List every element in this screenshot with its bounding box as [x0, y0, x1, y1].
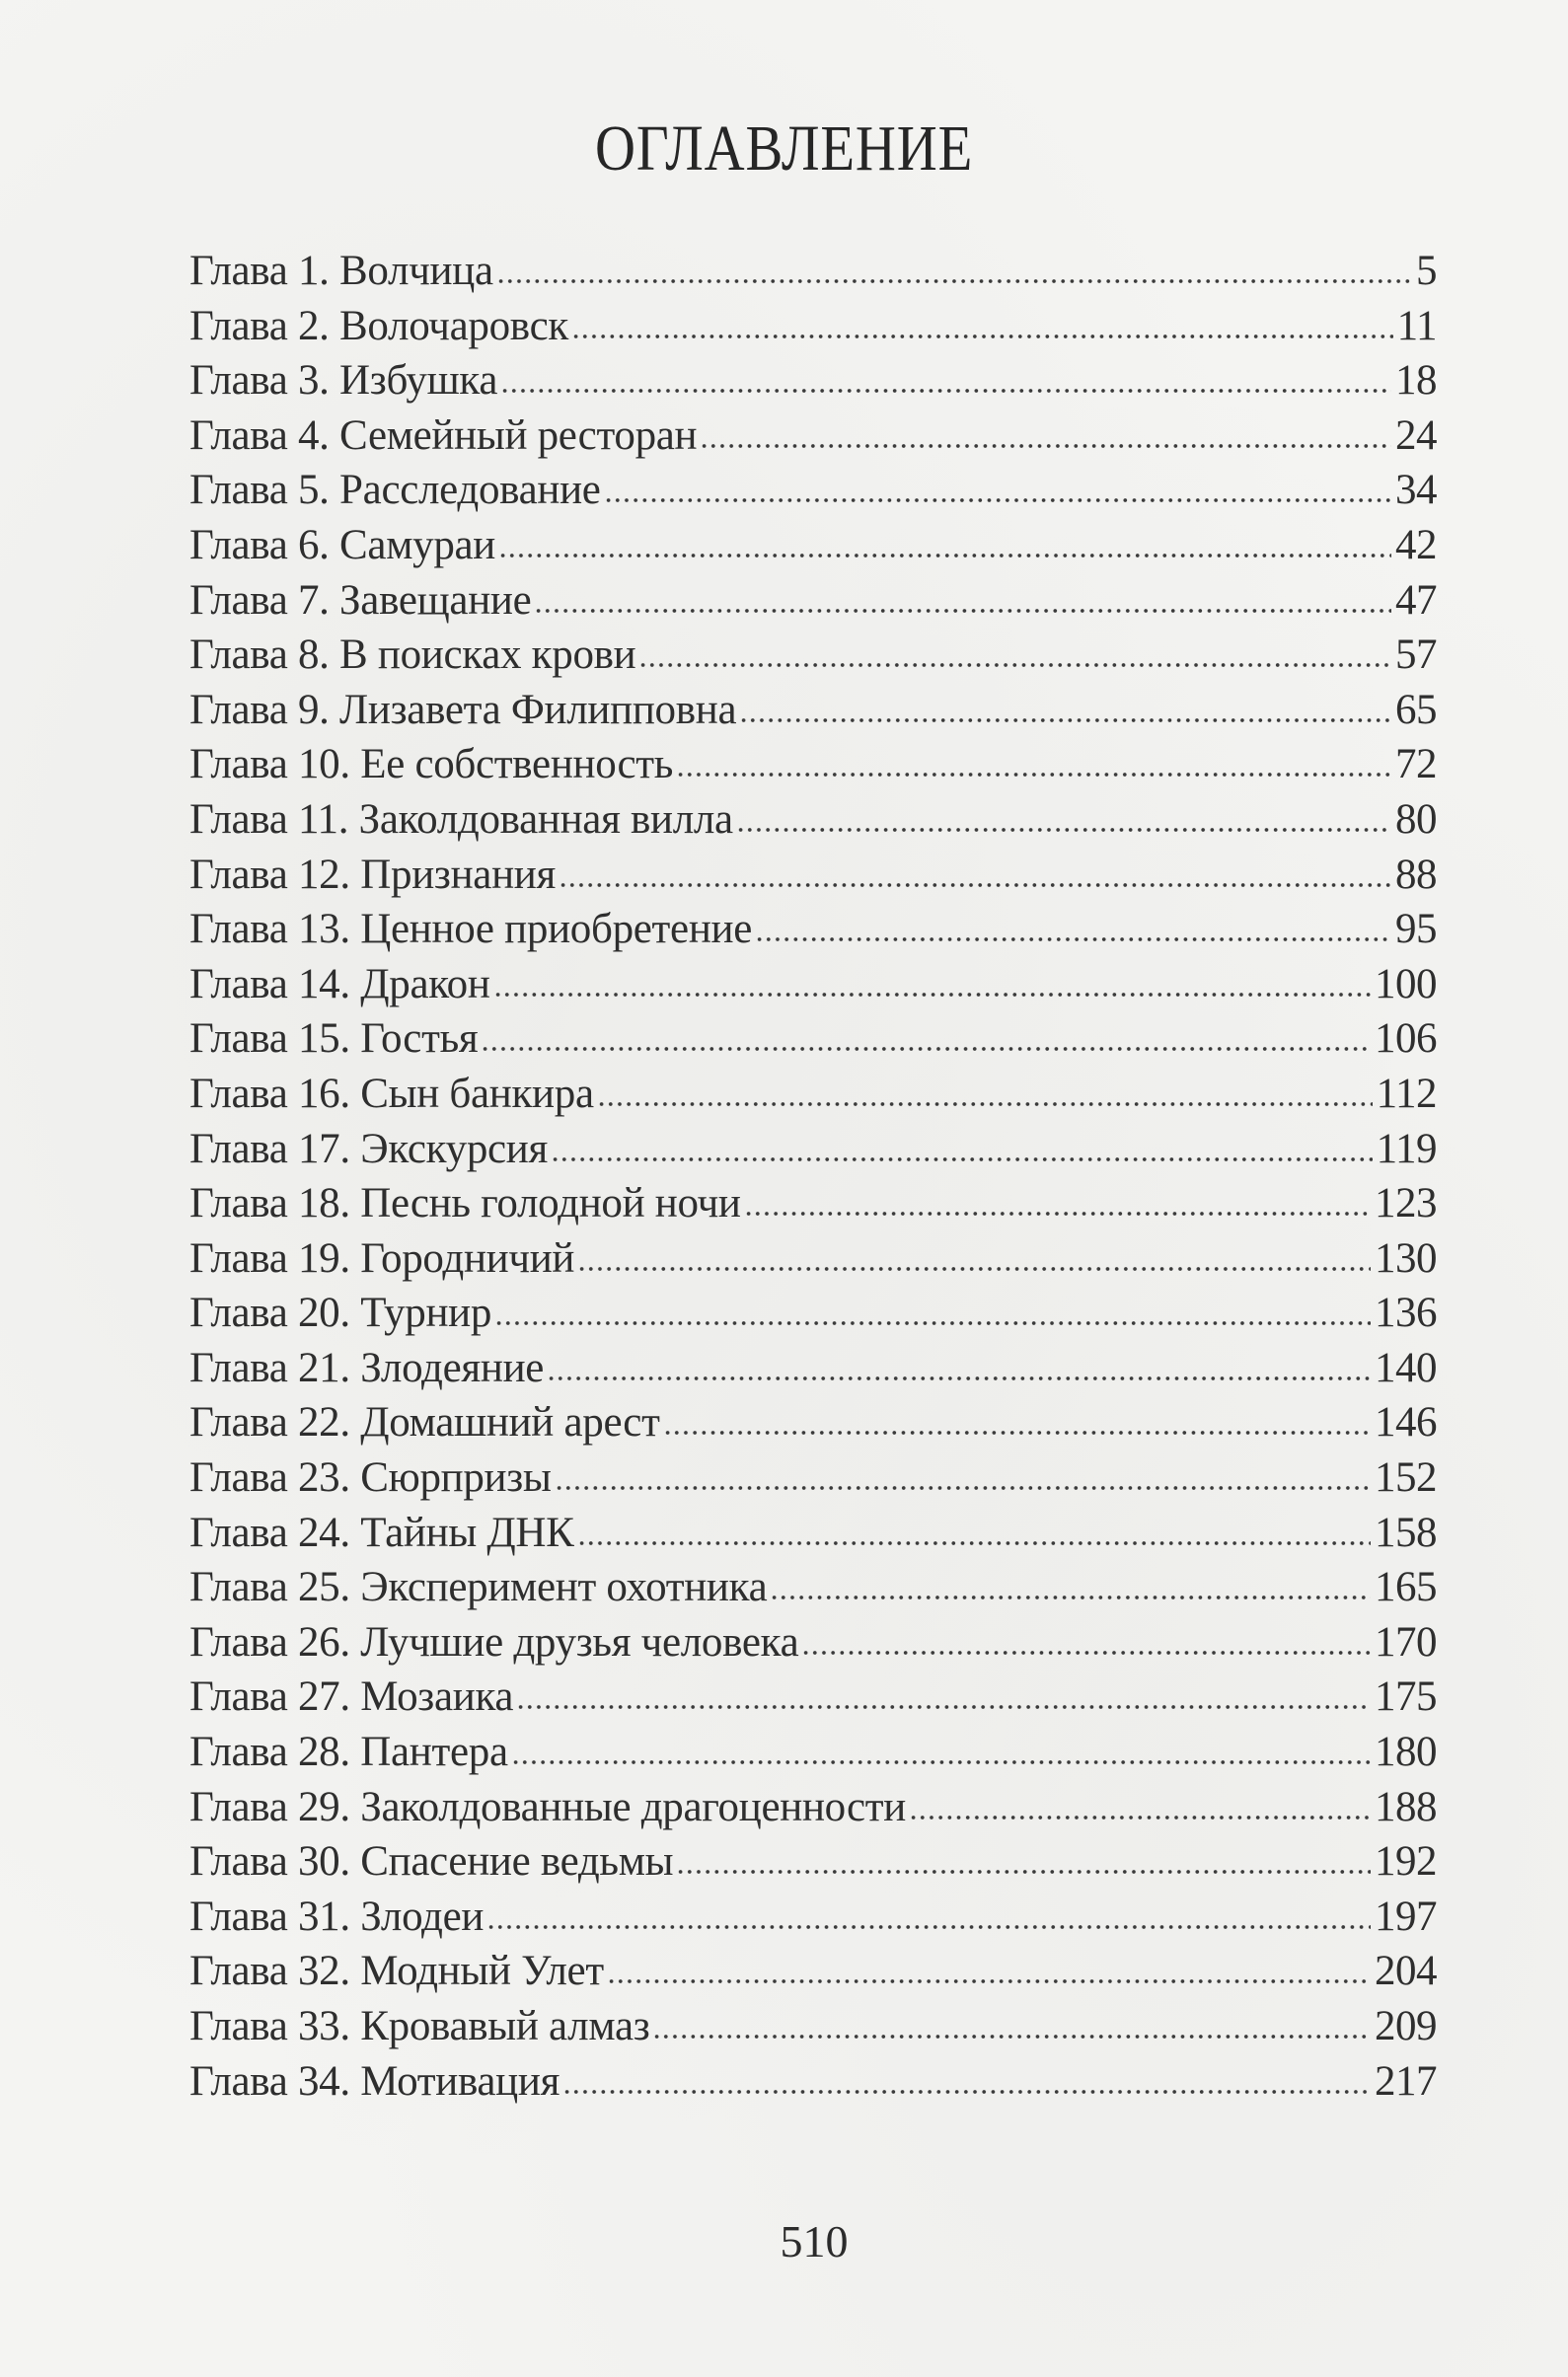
chapter-page: 72 — [1395, 741, 1437, 788]
chapter-title: Глава 20. Турнир — [189, 1290, 492, 1337]
chapter-title: Глава 13. Ценное приобретение — [189, 906, 753, 953]
toc-entry — [189, 2054, 1437, 2110]
toc-entry — [189, 1834, 1437, 1890]
dot-leader — [577, 1536, 1371, 1546]
dot-leader — [498, 549, 1391, 558]
toc-entry — [189, 1122, 1437, 1177]
chapter-title: Глава 1. Волчица — [189, 248, 493, 294]
chapter-page: 180 — [1375, 1729, 1437, 1776]
chapter-title: Глава 9. Лизавета Филипповна — [189, 686, 737, 733]
dot-leader — [909, 1811, 1371, 1820]
chapter-title: Глава 6. Самураи — [189, 521, 496, 568]
toc-entry — [189, 353, 1437, 409]
chapter-page: 170 — [1375, 1618, 1437, 1666]
toc-entry — [189, 957, 1437, 1012]
dot-leader — [559, 878, 1391, 888]
dot-leader — [755, 932, 1391, 942]
chapter-title: Глава 29. Заколдованные драгоценности — [189, 1783, 906, 1830]
toc-entry — [189, 518, 1437, 573]
toc-entry — [189, 1780, 1437, 1835]
toc-entry — [189, 1011, 1437, 1067]
chapter-title: Глава 25. Эксперимент охотника — [189, 1564, 768, 1611]
toc-entry — [189, 1725, 1437, 1780]
chapter-page: 65 — [1395, 686, 1437, 733]
toc-entry — [189, 1231, 1437, 1287]
toc-entry — [189, 1286, 1437, 1341]
page-title: ОГЛАВЛЕНИЕ — [594, 112, 974, 185]
chapter-page: 152 — [1375, 1454, 1437, 1502]
dot-leader — [638, 658, 1391, 668]
chapter-page: 217 — [1375, 2057, 1437, 2105]
chapter-title: Глава 4. Семейный ресторан — [189, 411, 698, 459]
chapter-title: Глава 12. Признания — [189, 851, 556, 898]
toc-entry — [189, 299, 1437, 354]
dot-leader — [700, 439, 1391, 449]
chapter-page: 136 — [1375, 1290, 1437, 1337]
toc-entry — [189, 1999, 1437, 2054]
chapter-title: Глава 34. Мотивация — [189, 2057, 560, 2105]
chapter-page: 42 — [1395, 521, 1437, 568]
chapter-page: 158 — [1375, 1509, 1437, 1556]
dot-leader — [494, 1316, 1371, 1326]
dot-leader — [481, 1042, 1371, 1052]
chapter-page: 11 — [1396, 302, 1437, 349]
chapter-title: Глава 15. Гостья — [189, 1015, 479, 1063]
toc-entry — [189, 792, 1437, 848]
dot-leader — [500, 384, 1391, 394]
chapter-page: 146 — [1375, 1399, 1437, 1447]
toc-entry — [189, 1176, 1437, 1231]
dot-leader — [801, 1646, 1371, 1656]
toc-entry — [189, 409, 1437, 464]
dot-leader — [496, 274, 1412, 284]
dot-leader — [607, 1974, 1371, 1984]
chapter-title: Глава 7. Завещание — [189, 576, 532, 624]
chapter-title: Глава 27. Мозаика — [189, 1673, 514, 1721]
chapter-page: 18 — [1395, 357, 1437, 405]
chapter-title: Глава 16. Сын банкира — [189, 1070, 594, 1117]
chapter-title: Глава 14. Дракон — [189, 960, 490, 1007]
chapter-title: Глава 11. Заколдованная вилла — [189, 795, 733, 843]
chapter-page: 34 — [1395, 467, 1437, 514]
chapter-title: Глава 28. Пантера — [189, 1729, 508, 1776]
chapter-page: 106 — [1375, 1015, 1437, 1063]
chapter-page: 80 — [1395, 795, 1437, 843]
chapter-title: Глава 18. Песнь голодной ночи — [189, 1180, 741, 1227]
toc-entry — [189, 1067, 1437, 1122]
chapter-title: Глава 21. Злодеяние — [189, 1344, 545, 1391]
table-of-contents — [189, 244, 1437, 2109]
chapter-page: 112 — [1376, 1070, 1437, 1117]
toc-entry — [189, 1670, 1437, 1725]
chapter-page: 123 — [1375, 1180, 1437, 1227]
dot-leader — [604, 493, 1391, 503]
chapter-page: 5 — [1416, 248, 1437, 294]
dot-leader — [511, 1755, 1371, 1765]
chapter-page: 88 — [1395, 851, 1437, 898]
dot-leader — [652, 2030, 1371, 2040]
dot-leader — [547, 1372, 1371, 1381]
toc-entry — [189, 573, 1437, 629]
dot-leader — [739, 713, 1391, 723]
toc-entry — [189, 848, 1437, 903]
chapter-title: Глава 32. Модный Улет — [189, 1948, 604, 1995]
toc-entry — [189, 628, 1437, 683]
chapter-page: 197 — [1375, 1893, 1437, 1940]
dot-leader — [516, 1700, 1371, 1710]
toc-entry — [189, 1944, 1437, 1999]
dot-leader — [551, 1152, 1373, 1162]
chapter-page: 100 — [1375, 960, 1437, 1007]
chapter-title: Глава 5. Расследование — [189, 467, 601, 514]
dot-leader — [736, 823, 1391, 833]
dot-leader — [676, 1865, 1371, 1875]
toc-entry — [189, 463, 1437, 518]
toc-entry — [189, 737, 1437, 792]
dot-leader — [493, 988, 1371, 998]
chapter-title: Глава 24. Тайны ДНК — [189, 1509, 574, 1556]
dot-leader — [486, 1920, 1371, 1930]
toc-entry — [189, 1560, 1437, 1615]
dot-leader — [562, 2085, 1371, 2095]
page-number: 510 — [780, 2216, 849, 2266]
toc-entry — [189, 1890, 1437, 1945]
dot-leader — [676, 768, 1391, 778]
toc-entry — [189, 1450, 1437, 1506]
dot-leader — [571, 330, 1393, 339]
chapter-page: 192 — [1375, 1838, 1437, 1886]
dot-leader — [663, 1426, 1371, 1436]
chapter-title: Глава 23. Сюрпризы — [189, 1454, 552, 1502]
chapter-title: Глава 33. Кровавый алмаз — [189, 2003, 650, 2049]
chapter-page: 95 — [1395, 906, 1437, 953]
chapter-title: Глава 17. Экскурсия — [189, 1125, 548, 1172]
toc-entry — [189, 1506, 1437, 1561]
chapter-title: Глава 30. Спасение ведьмы — [189, 1838, 674, 1886]
chapter-title: Глава 2. Волочаровск — [189, 302, 568, 349]
chapter-title: Глава 19. Городничий — [189, 1234, 575, 1282]
dot-leader — [597, 1097, 1373, 1107]
chapter-page: 24 — [1395, 411, 1437, 459]
dot-leader — [744, 1207, 1371, 1217]
dot-leader — [770, 1591, 1371, 1600]
toc-entry — [189, 1341, 1437, 1396]
chapter-title: Глава 22. Домашний арест — [189, 1399, 660, 1447]
chapter-title: Глава 10. Ее собственность — [189, 741, 674, 788]
dot-leader — [555, 1481, 1371, 1491]
toc-entry — [189, 1615, 1437, 1671]
toc-entry — [189, 1395, 1437, 1450]
chapter-title: Глава 31. Злодеи — [189, 1893, 485, 1940]
toc-entry — [189, 683, 1437, 738]
chapter-page: 140 — [1375, 1344, 1437, 1391]
toc-entry — [189, 902, 1437, 957]
chapter-title: Глава 8. В поисках крови — [189, 631, 636, 679]
chapter-page: 165 — [1375, 1564, 1437, 1611]
chapter-page: 47 — [1395, 576, 1437, 624]
chapter-title: Глава 26. Лучшие друзья человека — [189, 1618, 799, 1666]
chapter-page: 130 — [1375, 1234, 1437, 1282]
toc-entry — [189, 244, 1437, 299]
chapter-page: 57 — [1395, 631, 1437, 679]
dot-leader — [534, 604, 1391, 614]
chapter-page: 204 — [1375, 1948, 1437, 1995]
dot-leader — [577, 1262, 1371, 1272]
chapter-page: 209 — [1375, 2003, 1437, 2049]
chapter-page: 188 — [1375, 1783, 1437, 1830]
chapter-page: 175 — [1375, 1673, 1437, 1721]
chapter-page: 119 — [1376, 1125, 1437, 1172]
chapter-title: Глава 3. Избушка — [189, 357, 498, 405]
